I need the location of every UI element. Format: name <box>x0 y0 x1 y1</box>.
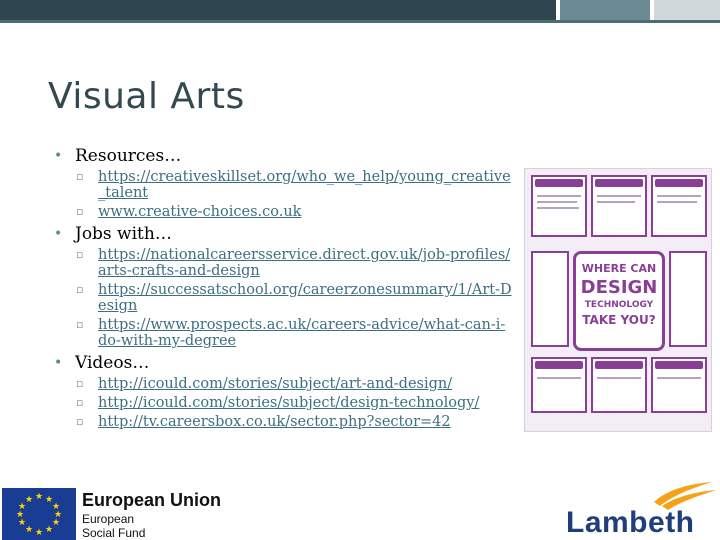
sub-bullet-marker: ▫ <box>76 283 84 296</box>
link-item[interactable] <box>54 282 514 314</box>
jobs-link[interactable]: https://www.prospects.ac.uk/careers-advice/what-can-i-do-with-my-degree <box>98 317 506 349</box>
poster-text-line <box>657 201 697 203</box>
poster-text-line <box>537 195 581 197</box>
poster-text-line <box>537 207 579 209</box>
eu-star-icon: ★ <box>18 518 27 528</box>
top-band-mid <box>556 0 652 20</box>
link-item[interactable] <box>54 204 514 220</box>
top-band-light <box>650 0 720 20</box>
slide-content <box>54 142 514 430</box>
video-link[interactable]: http://tv.careersbox.co.uk/sector.php?sector=42 <box>98 414 451 430</box>
sub-bullet-marker: ▫ <box>76 248 84 261</box>
eu-star-icon: ★ <box>35 492 44 502</box>
bullet-resources: • Resources… <box>54 146 514 166</box>
poster-text-line <box>597 195 641 197</box>
poster-text-line <box>657 195 701 197</box>
top-band-separator <box>556 0 560 20</box>
sub-bullet-marker: ▫ <box>76 318 84 331</box>
sub-bullet-marker: ▫ <box>76 396 84 409</box>
poster-headline-line: WHERE CAN <box>581 262 657 275</box>
poster-text-line <box>657 377 701 379</box>
bullet-videos: • Videos… <box>54 353 514 373</box>
jobs-link[interactable]: https://successatschool.org/careerzonesummary/1/Art-Design <box>98 282 512 314</box>
poster-text-line <box>597 201 635 203</box>
eu-logo-title: European Union <box>82 490 221 510</box>
eu-star-icon: ★ <box>35 528 44 538</box>
link-item[interactable] <box>54 414 514 430</box>
eu-star-icon: ★ <box>25 495 34 505</box>
poster-panel-header <box>535 361 583 369</box>
sub-bullet-marker: ▫ <box>76 377 84 390</box>
video-link[interactable]: http://icould.com/stories/subject/design-technology/ <box>98 395 480 411</box>
poster-text-line <box>537 201 577 203</box>
eu-logo <box>0 486 220 540</box>
eu-star-icon: ★ <box>16 510 25 520</box>
poster-headline-line: TAKE YOU? <box>582 313 656 327</box>
eu-star-icon: ★ <box>52 502 61 512</box>
link-item[interactable] <box>54 317 514 349</box>
eu-star-icon: ★ <box>54 510 63 520</box>
slide-title: Visual Arts <box>48 76 245 117</box>
link-item[interactable] <box>54 376 514 392</box>
top-rule <box>0 20 720 23</box>
poster-panel <box>669 251 707 347</box>
poster-panel-header <box>655 179 703 187</box>
sub-bullet-marker: ▫ <box>76 170 84 183</box>
eu-star-icon: ★ <box>45 525 54 535</box>
careers-poster-image <box>524 168 712 432</box>
sub-bullet-marker: ▫ <box>76 205 84 218</box>
poster-text-line <box>537 377 581 379</box>
poster-panel-header <box>655 361 703 369</box>
poster-headline-line: DESIGN <box>580 277 658 298</box>
poster-text-line <box>597 377 641 379</box>
eu-star-icon: ★ <box>18 502 27 512</box>
poster-center-badge <box>573 251 665 351</box>
sub-bullet-marker: ▫ <box>76 415 84 428</box>
eu-star-icon: ★ <box>52 518 61 528</box>
link-item[interactable] <box>54 247 514 279</box>
resource-link[interactable]: https://creativeskillset.org/who_we_help/young_creative_talent <box>98 169 511 201</box>
poster-panel-header <box>595 179 643 187</box>
jobs-link[interactable]: https://nationalcareersservice.direct.gov.uk/job-profiles/arts-crafts-and-design <box>98 247 511 279</box>
link-item[interactable] <box>54 395 514 411</box>
top-band-separator <box>650 0 654 20</box>
eu-star-icon: ★ <box>25 525 34 535</box>
lambeth-logo-text: Lambeth <box>566 506 695 539</box>
eu-logo-line2: Social Fund <box>82 526 146 540</box>
lambeth-logo <box>562 480 720 540</box>
eu-logo-line1: European <box>82 512 135 526</box>
video-link[interactable]: http://icould.com/stories/subject/art-and-design/ <box>98 376 453 392</box>
poster-panel-header <box>535 179 583 187</box>
link-item[interactable] <box>54 169 514 201</box>
poster-panel-header <box>595 361 643 369</box>
bullet-jobs: • Jobs with… <box>54 224 514 244</box>
top-band-dark <box>0 0 560 20</box>
poster-headline-line: TECHNOLOGY <box>584 300 654 310</box>
resource-link[interactable]: www.creative-choices.co.uk <box>98 204 302 220</box>
slide-top-bar <box>0 0 720 20</box>
eu-flag-icon <box>2 488 76 540</box>
eu-star-icon: ★ <box>45 495 54 505</box>
poster-panel <box>531 251 569 347</box>
